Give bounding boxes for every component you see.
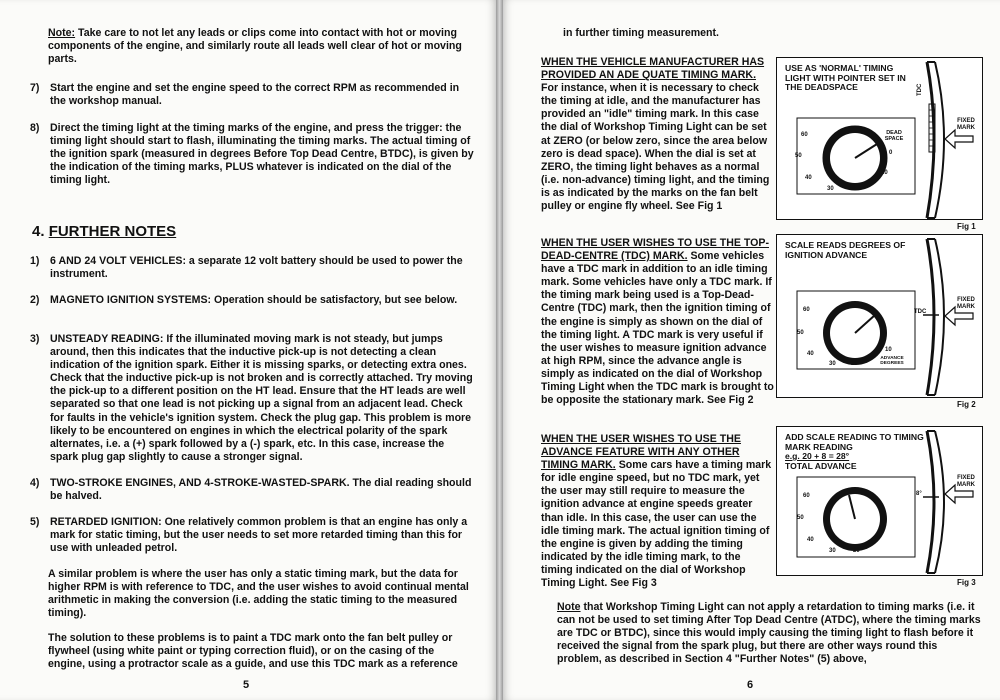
step-7 <box>30 82 475 108</box>
figure-1 <box>776 57 983 220</box>
continuation-text: in further timing measurement. <box>563 27 719 39</box>
section-text: For instance, when it is necessary to check the timing at idle, and the manufacturer has provided an "idle" timing mark. In this case the dial of Workshop Timing Light can be set at ZERO (or below zero, since the area below zero is dead space). When the dial is set at ZERO, the timing light behaves as a normal (i.e. non-advance) timing light, and the timing is as indicated by the marks on the fan belt pulley or engine fly wheel. See Fig 1 <box>541 82 770 213</box>
page-gutter <box>496 0 503 700</box>
section-other-mark <box>541 433 775 590</box>
step-number: 8) <box>30 122 40 134</box>
step-text: Direct the timing light at the timing marks of the engine, and press the trigger: the timing light should start to flash, illuminating the timing marks. The actual timing of the ignition spark (measured in degrees Before Top Dead Centre, BTDC), is given by the indication of the timing marks, PLUS whatever is indicated on the dial of the timing light. <box>50 122 474 187</box>
paragraph-solution: The solution to these problems is to paint a TDC mark onto the fan belt pulley or flywheel (using white paint or typing correction fluid), or on the casing of the engine, using a protractor scale as a guide, and use this TDC mark as a reference <box>48 632 458 671</box>
section-heading <box>32 223 176 240</box>
note-1 <box>30 255 475 281</box>
dial-tick-label: 10 <box>885 347 892 353</box>
dial-tick-label: 30 <box>829 361 836 367</box>
section-text: Some cars have a timing mark for idle engine speed, but no TDC mark, yet the user may still require to measure the ignition advance at engine speeds greater than idle. In this case, the user can use the idle timing mark. The actual ignition timing of the engine is given by adding the timing indicated by the idle timing mark, to the timing indicated on the dial of Workshop Timing Light. See Fig 3 <box>541 459 772 590</box>
dial-tick-label: 10 <box>881 170 888 176</box>
dial-tick-label: 50 <box>795 153 802 159</box>
note-lead: MAGNETO IGNITION SYSTEMS: <box>50 294 212 306</box>
dial-tick-label: 50 <box>797 330 804 336</box>
left-page <box>0 0 496 700</box>
note-3 <box>30 333 475 464</box>
step-number: 7) <box>30 82 40 94</box>
paragraph-similar-problem: A similar problem is where the user has only a static timing mark, but the data for higher RPM is with reference to TDC, and the user wishes to avoid continual mental arithmetic in making the conversion (i.e. adding the static timing to the measured timing). <box>48 568 469 620</box>
dial-tick-label: 50 <box>797 515 804 521</box>
note-body: a separate 12 volt battery should be used to power the instrument. <box>50 255 463 281</box>
dial-tick-label: 0 <box>889 150 893 156</box>
note-body: The dial reading should be halved. <box>50 477 472 503</box>
note-lead: 6 AND 24 VOLT VEHICLES: <box>50 255 186 267</box>
timing-mark-label: 8° <box>916 491 922 497</box>
note-text: that Workshop Timing Light can not apply a retardation to timing marks (i.e. it can not be used to set timing After Top Dead Centre (ATDC), where the timing marks are TDC or BTDC), since this would imply causing the timing light to flash before it received the signal from the spark plug, but there are other ways round this problem, as described in Section 4 "Further Notes" (5) above, <box>557 601 981 666</box>
dial-tick-label: 20 <box>851 361 858 367</box>
note-number: 4) <box>30 477 40 489</box>
note-label: Note <box>557 601 581 613</box>
figure-label: SCALE READS DEGREES OF IGNITION ADVANCE <box>785 240 906 260</box>
note-lead: RETARDED IGNITION: <box>50 516 162 528</box>
section-title: FURTHER NOTES <box>48 223 177 240</box>
figure-label-text: ADD SCALE READING TO TIMING MARK READING <box>785 432 924 452</box>
section-heading: WHEN THE USER WISHES TO USE THE TOP-DEAD-CENTRE (TDC) MARK. <box>541 237 769 263</box>
note-number: 5) <box>30 516 40 528</box>
note-label: Note: <box>48 27 76 39</box>
fixed-mark-label: FIXED MARK <box>957 118 975 131</box>
dial-tick-label: 20 <box>849 186 856 192</box>
figure-3 <box>776 426 983 576</box>
dial-tick-label: 40 <box>807 351 814 357</box>
tdc-mark-label: TDC <box>914 309 927 315</box>
section-heading: WHEN THE USER WISHES TO USE THE ADVANCE FEATURE WITH ANY OTHER TIMING MARK. <box>541 433 741 472</box>
dial-tick-label: 30 <box>829 548 836 554</box>
fixed-mark-label: FIXED MARK <box>957 475 975 488</box>
dial-unit-label: ADVANCE DEGREES <box>880 356 904 367</box>
section-number: 4. <box>32 223 45 240</box>
note-number: 2) <box>30 294 40 306</box>
note-body: Operation should be satisfactory, but see below. <box>211 294 458 306</box>
fixed-mark-arrow-icon <box>945 130 973 148</box>
note-5 <box>30 516 475 555</box>
retardation-note <box>557 601 982 666</box>
note-body: If the illuminated moving mark is not steady, but jumps around, then this indicates that the inductive pick-up is not detecting a clean indication of the ignition spark. Either it is missing sparks, or detecting extra ones. Check that the inductive pick-up is not broken and is correctly attached. Try moving the pick-up to a different position on the HT lead. Ensure that the HT leads are well separated so that one lead is not picking up a signal from an adjacent lead. Check for faults in the vehicle's ignition system. Check the plug gap. This problem is more likely to be encountered on engines in which the electrical polarity of the spark alternates, i.e. a (+) spark followed by a (-) spark, etc. In this case, increase the spark plug gap slightly to cause a stronger signal. <box>50 333 473 463</box>
note-lead: UNSTEADY READING: <box>50 333 164 345</box>
section-adequate-mark <box>541 56 775 213</box>
figure-2-caption: Fig 2 <box>957 400 976 409</box>
note-4 <box>30 477 475 503</box>
dial-tick-label: 60 <box>803 307 810 313</box>
note-number: 1) <box>30 255 40 267</box>
figure-total: TOTAL ADVANCE <box>785 460 857 471</box>
note-lead: TWO-STROKE ENGINES, AND 4-STROKE-WASTED-SPARK. <box>50 477 350 489</box>
page-number: 6 <box>747 679 754 691</box>
fixed-mark-label: FIXED MARK <box>957 297 975 310</box>
page-number: 5 <box>243 679 250 691</box>
right-page <box>503 0 1000 700</box>
step-text: Start the engine and set the engine speed to the correct RPM as recommended in the workshop manual. <box>50 82 460 108</box>
note-text: Take care to not let any leads or clips come into contact with hot or moving components of the engine, and similarly route all leads well clear of hot or moving parts. <box>48 27 462 66</box>
figure-label: USE AS 'NORMAL' TIMING LIGHT WITH POINTER SET IN THE DEADSPACE <box>785 63 906 92</box>
dial-tick-label: 40 <box>805 175 812 181</box>
note-2 <box>30 294 475 307</box>
figure-formula: e.g. 20 + 8 = 28° <box>785 451 850 461</box>
dial-tick-label: 30 <box>827 186 834 192</box>
figure-3-caption: Fig 3 <box>957 578 976 587</box>
section-tdc-mark <box>541 237 775 407</box>
figure-2 <box>776 234 983 398</box>
dial-tick-label: 20 <box>853 548 860 554</box>
pulley-drawing <box>927 62 973 218</box>
dial-tick-label: 40 <box>807 537 814 543</box>
dial-tick-label: 60 <box>803 493 810 499</box>
note-number: 3) <box>30 333 40 345</box>
section-heading: WHEN THE VEHICLE MANUFACTURER HAS PROVIDED AN ADE QUATE TIMING MARK. <box>541 56 765 82</box>
section-text: Some vehicles have a TDC mark in addition to an idle timing mark. Some vehicles have only a TDC mark. If the timing mark being used is a Top-Dead-Centre (TDC) mark, then the ignition timing of the engine is simply as shown on the dial of the timing light. A TDC mark is very useful if the user wishes to measure ignition advance at high RPM, since the advance angle is simply as indicated on the dial of Workshop Timing Light when the TDC mark is brought to be opposite the stationary mark. See Fig 2 <box>541 250 774 407</box>
figure-1-caption: Fig 1 <box>957 222 976 231</box>
step-8 <box>30 122 475 187</box>
dial-tick-label: 60 <box>801 132 808 138</box>
note-body: One relatively common problem is that an engine has only a mark for static timing, but the user needs to set more retarded timing than this for use with unleaded petrol. <box>50 516 468 555</box>
figure-label <box>785 433 935 471</box>
tdc-mark-label: TDC <box>917 83 923 96</box>
dead-space-label: DEAD SPACE <box>884 130 904 142</box>
safety-note <box>48 27 473 66</box>
